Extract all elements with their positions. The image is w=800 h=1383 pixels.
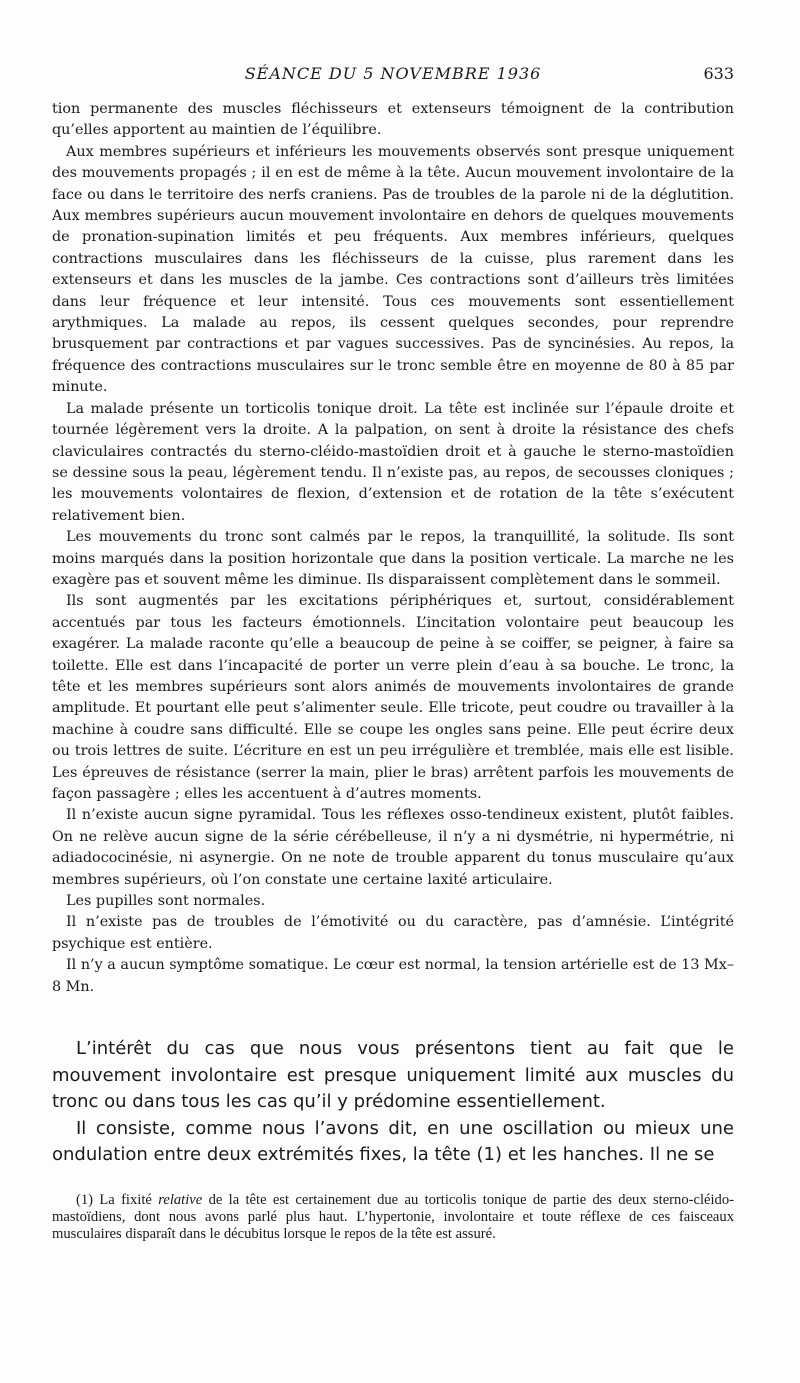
paragraph-trunk-movements: Les mouvements du tronc sont calmés par le repos, la tranquillité, la solitude. Ils sont moins marqués dans la position horizontale que dans la position verticale. La marche ne les exagère pas et souvent même les diminue. Ils disparaissent complètement dans le sommeil. [52,529,734,588]
paragraph-somatic: Il n’y a aucun symptôme somatique. Le cœur est normal, la tension artérielle est de 13 Mx–8 Mn. [52,957,734,995]
paragraph-aggravating-factors: Ils sont augmentés par les excitations périphériques et, surtout, considérablement accentués par tous les facteurs émotionnels. L’incitation volontaire peut beaucoup les exagérer. La malade raconte qu’elle a beaucoup de peine à se coiffer, se peigner, à faire sa toilette. Elle est dans l’incapacité de porter un verre plein d’eau à sa bouche. Le tronc, la tête et les membres supérieurs sont alors animés de mouvements involontaires de grande amplitude. Et pourtant elle peut s’alimenter seule. Elle tricote, peut coudre ou travailler à la machine à coudre sans difficulté. Elle se coupe les ongles sans peine. Elle peut écrire deux ou trois lettres de suite. L’écriture en est un peu irrégulière et tremblée, mais elle est lisible. Les épreuves de résistance (serrer la main, plier le bras) arrêtent parfois les mouvements de façon passagère ; elles les accentuent à d’autres moments. [52,593,734,802]
page-number: 633 [703,64,734,83]
paragraph-psychic-state: Il n’existe pas de troubles de l’émotivité ou du caractère, pas d’amnésie. L’intégrité psychique est entière. [52,914,734,952]
footnote-marker: (1) [76,1192,94,1208]
body-text [52,99,734,998]
paragraph-torticollis: La malade présente un torticolis tonique droit. La tête est inclinée sur l’épaule droite et tournée légèrement vers la droite. A la palpation, on sent à droite la résistance des chefs claviculaires contractés du sterno-cléido-mastoïdien droit et à gauche le sterno-mastoïdien se dessine sous la peau, légèrement tendu. Il n’existe pas, au repos, de secousses cloniques ; les mouvements volontaires de flexion, d’extension et de rotation de la tête s’exécutent relativement bien. [52,400,734,524]
paragraph-pupils: Les pupilles sont normales. [66,893,266,910]
page-header [52,64,734,86]
discussion-text [52,1036,734,1169]
footnote-text-after: de la tête est certainement due au torticolis tonique de partie des deux sterno-cléido-mastoïdiens, dont nous avons parlé plus haut. L’hypertonie, involontaire et toute réflexe de ces faisceaux musculaires disparaît dans le décubitus lorsque le repos de la tête est assuré. [52,1192,735,1242]
paragraph-interest: L’intérêt du cas que nous vous présentons tient au fait que le mouvement involontaire est presque uniquement limité aux muscles du tronc ou dans tous les cas qu’il y prédomine essentiellement. [52,1038,734,1113]
footnote-text-before: La fixité [99,1192,152,1208]
paragraph-oscillation: Il consiste, comme nous l’avons dit, en une oscillation ou mieux une ondulation entre deux extrémités fixes, la tête (1) et les hanches. Il ne se [52,1117,734,1166]
paragraph-limb-movements: Aux membres supérieurs et inférieurs les mouvements observés sont presque uniquement des mouvements propagés ; il en est de même à la tête. Aucun mouvement involontaire de la face ou dans le territoire des nerfs craniens. Pas de troubles de la parole ni de la déglutition. Aux membres supérieurs aucun mouvement involontaire en dehors de quelques mouvements de pronation-supination limités et peu fréquents. Aux membres inférieurs, quelques contractions musculaires dans les fléchisseurs de la cuisse, plus rarement dans les extenseurs et dans les muscles de la jambe. Ces contractions sont d’ailleurs très limitées dans leur fréquence et leur intensité. Tous ces mouvements sont essentiellement arythmiques. La malade au repos, ils cessent quelques secondes, pour reprendre brusquement par contractions et par vagues successives. Pas de syncinésies. Au repos, la fréquence des contractions musculaires sur le tronc semble être en moyenne de 80 à 85 par minute. [52,143,734,396]
paragraph-continuation: tion permanente des muscles fléchisseurs et extenseurs témoignent de la contribution qu’elles apportent au maintien de l’équilibre. [52,101,734,139]
footnote-emphasis: relative [158,1192,203,1208]
footnote-text [52,1192,734,1242]
running-title: SÉANCE DU 5 NOVEMBRE 1936 [244,64,542,83]
footnote [52,1192,734,1242]
paragraph-neurological-exam: Il n’existe aucun signe pyramidal. Tous les réflexes osso-tendineux existent, plutôt faibles. On ne relève aucun signe de la série cérébelleuse, il n’y a ni dysmétrie, ni hypermétrie, ni adiadococinésie, ni asynergie. On ne note de trouble apparent du tonus musculaire qu’aux membres supérieurs, où l’on constate une certaine laxité articulaire. [52,807,734,888]
